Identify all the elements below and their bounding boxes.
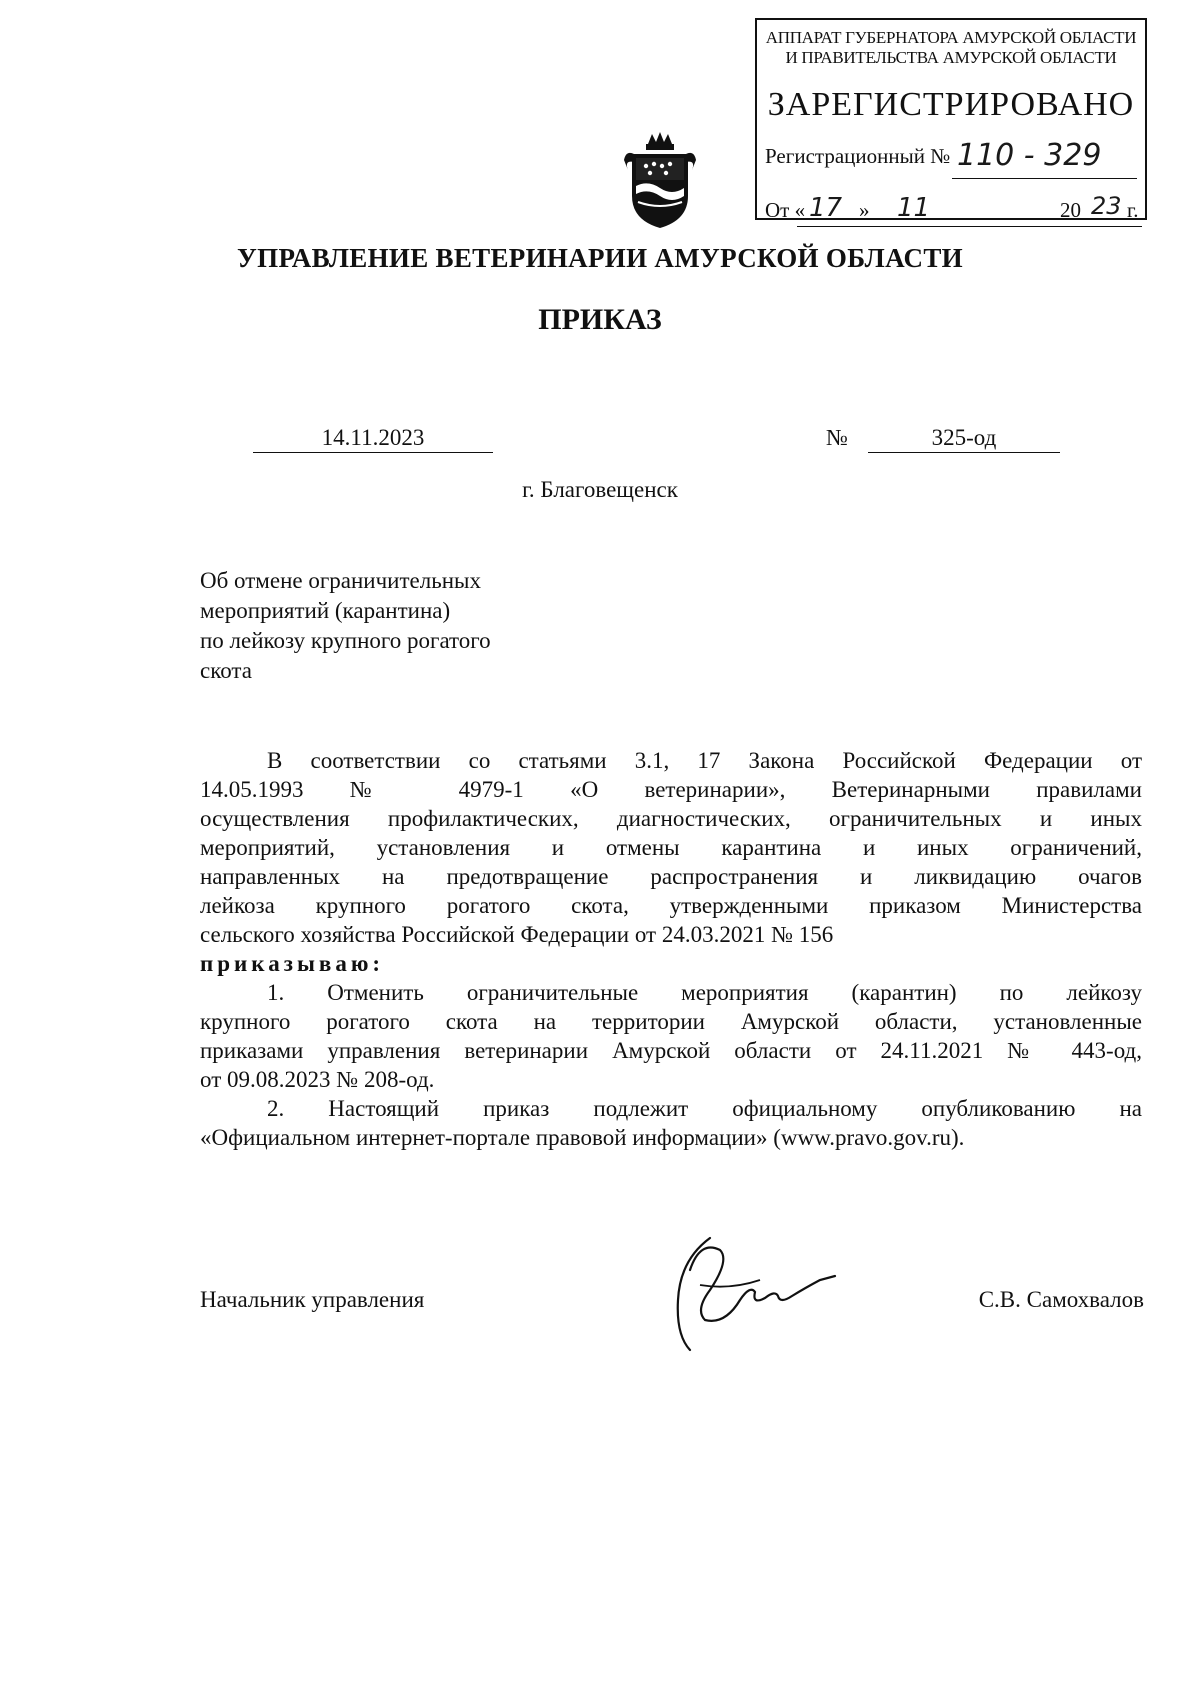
stamp-day: 17: [809, 193, 843, 223]
stamp-from-label: От «: [765, 198, 806, 222]
stamp-year-suffix: 23: [1091, 192, 1122, 220]
item-1-line: крупного рогатого скота на территории Амурской области, установленные: [200, 1009, 1142, 1034]
stamp-org-line-2: И ПРАВИТЕЛЬСТВА АМУРСКОЙ ОБЛАСТИ: [785, 48, 1117, 67]
stamp-bottom-border: [755, 218, 1147, 220]
subject-line: Об отмене ограничительных: [200, 568, 481, 593]
stamp-year-prefix: 20: [1060, 198, 1081, 222]
signatory-name: С.В. Самохвалов: [978, 1287, 1144, 1312]
document-date: 14.11.2023: [321, 425, 425, 450]
preamble-line: лейкоза крупного рогатого скота, утвержденными приказом Министерства: [200, 893, 1142, 918]
stamp-month: 11: [897, 193, 931, 223]
subject-line: мероприятий (карантина): [200, 598, 451, 623]
date-underline: [253, 452, 493, 453]
number-underline: [868, 452, 1060, 453]
document-type: ПРИКАЗ: [538, 303, 662, 336]
preamble-line: направленных на предотвращение распространения и ликвидацию очагов: [200, 864, 1142, 889]
subject-line: скота: [200, 658, 252, 683]
stamp-day-close: »: [859, 198, 870, 222]
item-2-line: «Официальном интернет-портале правовой информации» (www.pravo.gov.ru).: [200, 1125, 965, 1150]
order-word: приказываю:: [200, 951, 385, 976]
stamp-year-unit: г.: [1127, 198, 1139, 222]
item-2-line: 2. Настоящий приказ подлежит официальному опубликованию на: [267, 1096, 1142, 1121]
item-1-line: приказами управления ветеринарии Амурской области от 24.11.2021 № 443-од,: [200, 1038, 1142, 1063]
preamble-line: В соответствии со статьями 3.1, 17 Закона Российской Федерации от: [267, 748, 1142, 773]
subject-line: по лейкозу крупного рогатого: [200, 628, 491, 653]
stamp-from-underline: [797, 226, 1142, 227]
document-subject: [200, 566, 491, 686]
coat-of-arms-icon: [618, 130, 702, 230]
organization-title: УПРАВЛЕНИЕ ВЕТЕРИНАРИИ АМУРСКОЙ ОБЛАСТИ: [237, 243, 963, 273]
signatory-position: Начальник управления: [200, 1287, 425, 1312]
registration-stamp: [755, 18, 1147, 223]
stamp-reg-underline: [952, 178, 1137, 179]
stamp-reg-number: 110 - 329: [957, 138, 1102, 173]
preamble-line: осуществления профилактических, диагностических, ограничительных и иных: [200, 806, 1142, 831]
preamble-line: сельского хозяйства Российской Федерации от 24.03.2021 № 156: [200, 922, 834, 947]
preamble-line: мероприятий, установления и отмены карантина и иных ограничений,: [200, 835, 1142, 860]
item-1-line: 1. Отменить ограничительные мероприятия (карантин) по лейкозу: [267, 980, 1142, 1005]
number-sign: №: [826, 425, 848, 450]
preamble-line: 14.05.1993 № 4979-1 «О ветеринарии», Ветеринарными правилами: [200, 777, 1142, 802]
stamp-reg-label: Регистрационный №: [765, 144, 951, 168]
stamp-title: ЗАРЕГИСТРИРОВАНО: [767, 86, 1135, 123]
document-body: [200, 746, 1142, 1152]
stamp-org-line-1: АППАРАТ ГУБЕРНАТОРА АМУРСКОЙ ОБЛАСТИ: [765, 28, 1137, 47]
document-number: 325-од: [931, 425, 997, 450]
document-city: г. Благовещенск: [522, 477, 678, 502]
handwritten-signature: [670, 1230, 840, 1360]
item-1-line: от 09.08.2023 № 208-од.: [200, 1067, 435, 1092]
